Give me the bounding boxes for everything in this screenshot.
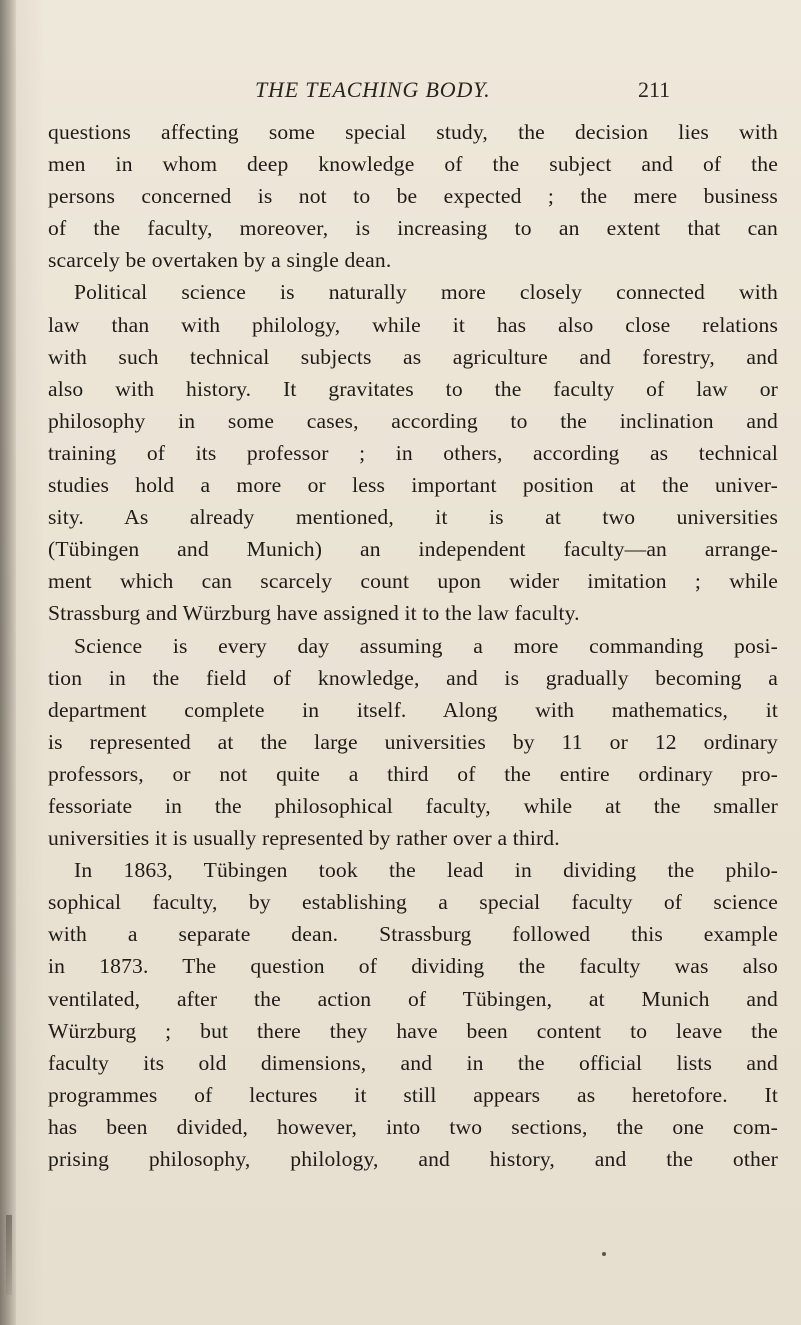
- text-line: Political science is naturally more closely connected with: [74, 280, 778, 305]
- page-edge-shadow: [6, 1215, 12, 1295]
- text-line: studies hold a more or less important position at the univer-: [48, 473, 778, 498]
- text-line: philosophy in some cases, according to the inclination and: [48, 408, 778, 433]
- text-line: sophical faculty, by establishing a special faculty of science: [48, 890, 778, 915]
- text-line: in 1873. The question of dividing the faculty was also: [48, 954, 778, 979]
- text-line: Science is every day assuming a more commanding posi-: [74, 633, 778, 658]
- text-line: (Tübingen and Munich) an independent faculty—an arrange-: [48, 537, 778, 562]
- text-line: Würzburg ; but there they have been content to leave the: [48, 1018, 778, 1043]
- text-line: of the faculty, moreover, is increasing to an extent that can: [48, 216, 778, 241]
- text-line: questions affecting some special study, the decision lies with: [48, 120, 778, 144]
- paper-speck: [602, 1252, 606, 1256]
- text-line: persons concerned is not to be expected ; the mere business: [48, 184, 778, 209]
- text-line: tion in the field of knowledge, and is gradually becoming a: [48, 665, 778, 690]
- text-line: law than with philology, while it has also close relations: [48, 312, 778, 337]
- text-line: training of its professor ; in others, according as technical: [48, 440, 778, 465]
- text-line: has been divided, however, into two sections, the one com-: [48, 1114, 778, 1139]
- text-line: faculty its old dimensions, and in the official lists and: [48, 1050, 778, 1075]
- text-line: is represented at the large universities by 11 or 12 ordinary: [48, 729, 778, 754]
- text-line: prising philosophy, philology, and history, and the other: [48, 1147, 778, 1171]
- text-line: with a separate dean. Strassburg followed this example: [48, 922, 778, 947]
- text-line: department complete in itself. Along with mathematics, it: [48, 697, 778, 722]
- text-line: In 1863, Tübingen took the lead in dividing the philo-: [74, 858, 778, 883]
- text-line: men in whom deep knowledge of the subject and of the: [48, 152, 778, 177]
- text-line: ventilated, after the action of Tübingen, at Munich and: [48, 986, 778, 1011]
- text-line: scarcely be overtaken by a single dean.: [48, 248, 392, 273]
- text-line: also with history. It gravitates to the faculty of law or: [48, 376, 778, 401]
- spine-shadow: [0, 0, 16, 1325]
- text-line: programmes of lectures it still appears as heretofore. It: [48, 1082, 778, 1107]
- text-line: fessoriate in the philosophical faculty, while at the smaller: [48, 793, 778, 818]
- text-line: Strassburg and Würzburg have assigned it to the law faculty.: [48, 601, 580, 626]
- text-line: professors, or not quite a third of the entire ordinary pro-: [48, 761, 778, 786]
- text-line: sity. As already mentioned, it is at two universities: [48, 505, 778, 530]
- text-line: universities it is usually represented by rather over a third.: [48, 826, 560, 851]
- page-number: 211: [638, 77, 671, 102]
- running-head-title: THE TEACHING BODY.: [255, 77, 491, 102]
- text-line: ment which can scarcely count upon wider imitation ; while: [48, 569, 778, 594]
- text-line: with such technical subjects as agriculture and forestry, and: [48, 344, 778, 369]
- body-text: [48, 116, 778, 1175]
- running-head: [0, 76, 801, 106]
